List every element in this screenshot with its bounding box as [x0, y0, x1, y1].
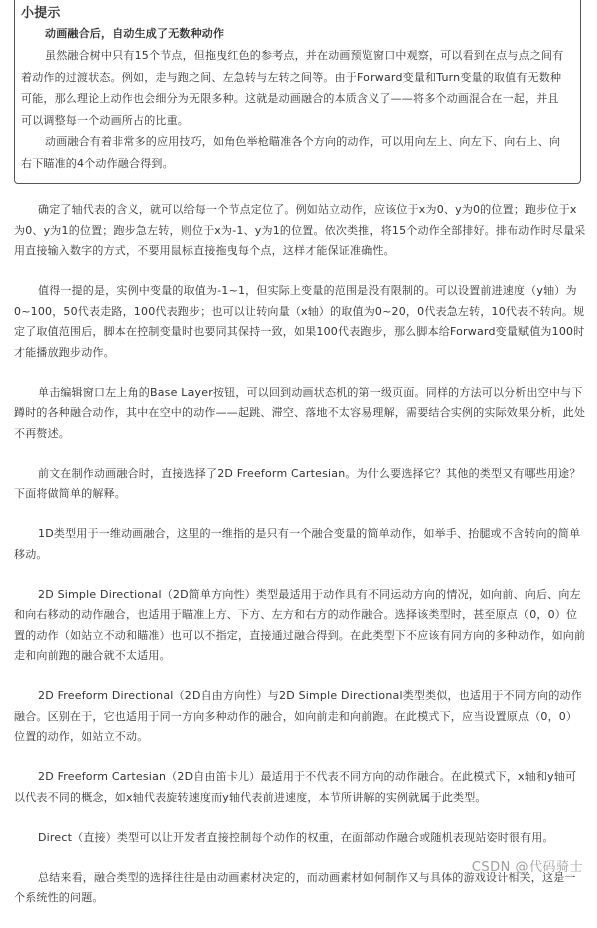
paragraph-2d-freeform-directional: 2D Freeform Directional（2D自由方向性）与2D Simple Directional类型类似，也适用于不同方向的动作融合。区别在于，它也适用于同一方向多种动作的融合，如向前走和向前跑。在此模式下，应当设置原点（0，0）位置的动作，如站立不动。 — [14, 689, 582, 743]
paragraph-base-layer: 单击编辑窗口左上角的Base Layer按钮，可以回到动画状态机的第一级页面。同样的方法可以分析出空中与下蹲时的各种融合动作，其中在空中的动作——起跳、滞空、落地不太容易理解，需要结合实例的实际效果分析，此处不再赘述。 — [14, 385, 586, 440]
csdn-watermark: CSDN @代码骑士 — [471, 859, 583, 875]
tip-subtitle: 动画融合后，自动生成了无数种动作 — [45, 27, 225, 40]
tip-title: 小提示 — [21, 6, 61, 21]
paragraph-1d-type: 1D类型用于一维动画融合，这里的一维指的是只有一个融合变量的简单动作，如举手、抬腿或不含转向的简单移动。 — [14, 527, 581, 561]
article-body — [14, 200, 586, 928]
paragraph-why-cartesian: 前文在制作动画融合时，直接选择了2D Freeform Cartesian。为什么要选择它？其他的类型又有哪些用途？下面将做简单的解释。 — [14, 466, 581, 500]
tip-paragraph-2: 动画融合有着非常多的应用技巧，如角色举枪瞄准各个方向的动作，可以用向左上、向左下、向右上、向右下瞄准的4个动作融合得到。 — [21, 135, 561, 170]
tip-box — [14, 0, 581, 184]
tip-paragraph-1: 虽然融合树中只有15个节点，但拖曳红色的参考点，并在动画预览窗口中观察，可以看到在点与点之间有着动作的过渡状态。例如，走与跑之间、左急转与左转之间等。由于Forward变量和Turn变量的取值有无数种可能，那么理论上动作也会细分为无限多种。这就是动画融合的本质含义了——将多个动画混合在一起，并且可以调整每一个动画所占的比重。 — [21, 49, 564, 127]
paragraph-direct-type: Direct（直接）类型可以让开发者直接控制每个动作的权重，在面部动作融合或随机表现站姿时很有用。 — [38, 830, 554, 844]
paragraph-2d-simple-directional: 2D Simple Directional（2D简单方向性）类型最适用于动作具有不同运动方向的情况，如向前、向后、向左和向右移动的动作融合，也适用于瞄准上方、下方、左方和右方的动作融合。选择该类型时，甚至原点（0，0）位置的动作（如站立不动和瞄准）也可以不指定，直接通过融合得到。在此类型下不应该有同方向的多种动作，如向前走和向前跑的融合就不太适用。 — [14, 587, 586, 662]
paragraph-2d-freeform-cartesian: 2D Freeform Cartesian（2D自由笛卡儿）最适用于不代表不同方向的动作融合。在此模式下，x轴和y轴可以代表不同的概念，如x轴代表旋转速度而y轴代表前进速度，本节所讲解的实例就属于此类型。 — [14, 770, 577, 804]
paragraph-axis-positions: 确定了轴代表的含义，就可以给每一个节点定位了。例如站立动作，应该位于x为0、y为0的位置；跑步位于x为0、y为1的位置；跑步急左转，则位于x为-1、y为1的位置。依次类推，将15个动作全部排好。排布动作时尽量采用直接输入数字的方式，不要用鼠标直接拖曳每个点，这样才能保证准确性。 — [14, 203, 586, 257]
paragraph-variable-range: 值得一提的是，实例中变量的取值为-1~1，但实际上变量的范围是没有限制的。可以设置前进速度（y轴）为0~100，50代表走路，100代表跑步；也可以让转向量（x轴）的取值为0~20，0代表急左转，10代表不转向。规定了取值范围后，脚本在控制变量时也要同其保持一致，如果100代表跑步，那么脚本给Forward变量赋值为100时才能播放跑步动作。 — [14, 284, 585, 359]
paragraph-summary: 总结来看，融合类型的选择往往是由动画素材决定的，而动画素材如何制作又与具体的游戏设计相关，这是一个系统性的问题。 — [14, 870, 576, 904]
